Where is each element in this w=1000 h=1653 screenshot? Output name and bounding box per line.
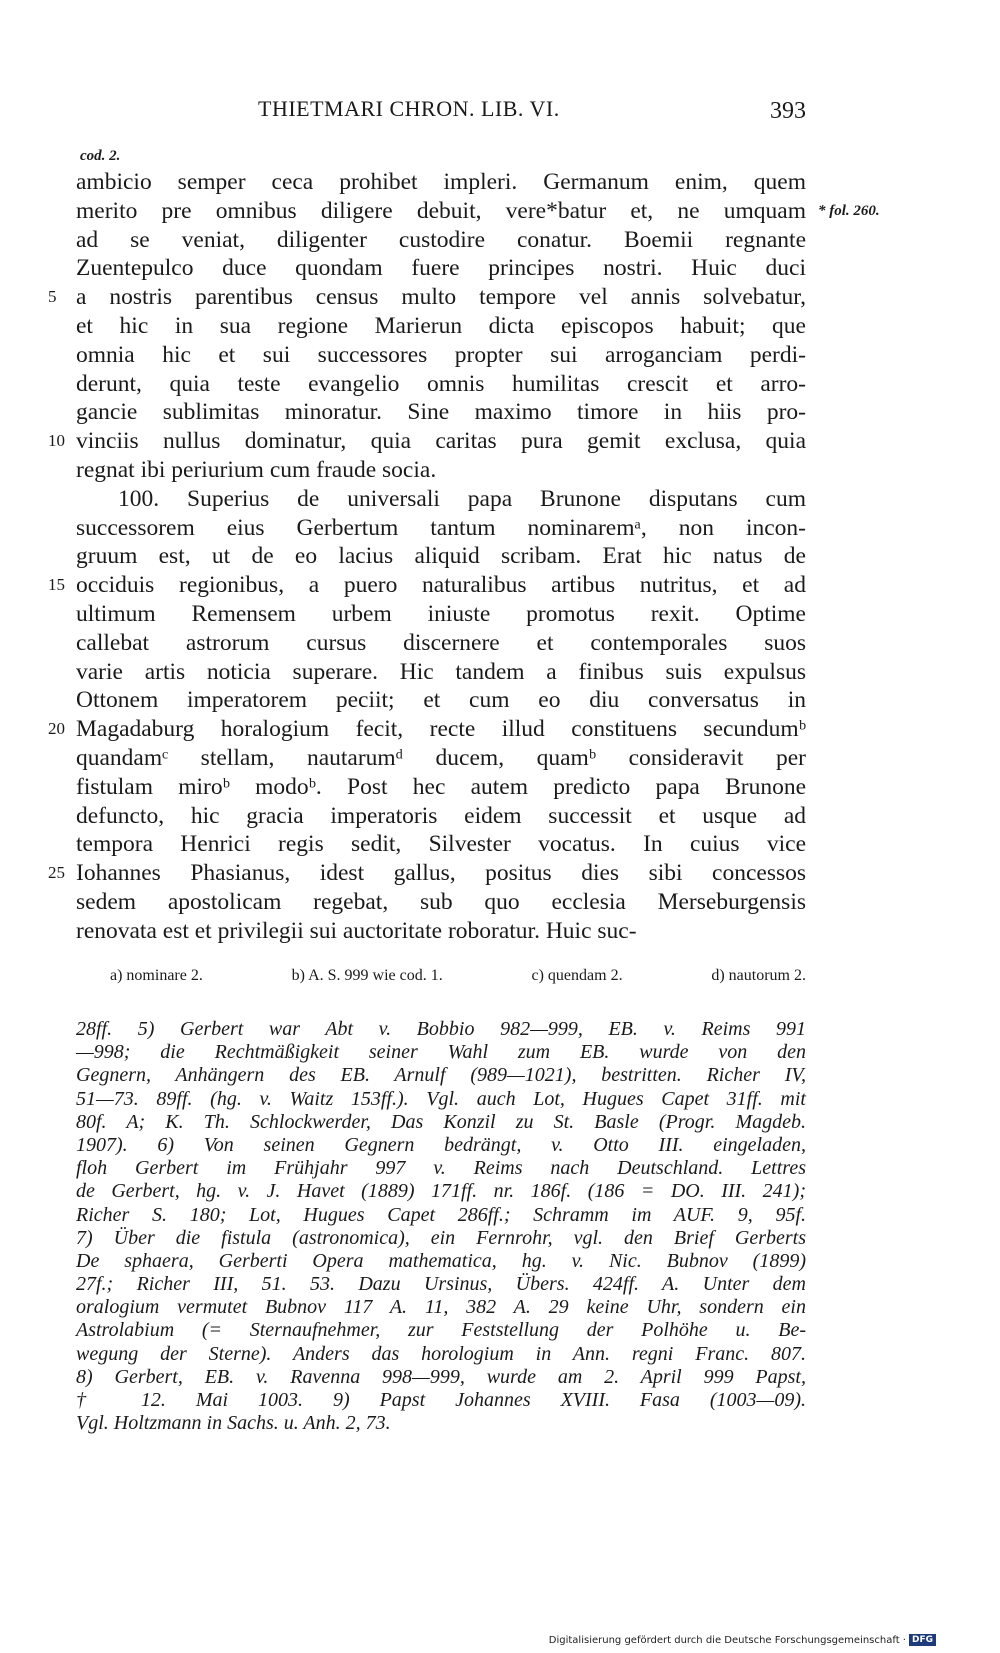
footnote-line: 7) Über die fistula (astronomica), ein Fernrohr, vgl. den Brief Gerberts bbox=[76, 1226, 806, 1249]
running-title: THIETMARI CHRON. LIB. VI. bbox=[258, 96, 560, 121]
apparatus-entry: c) quendam 2. bbox=[531, 967, 623, 984]
text-line bbox=[0, 542, 1000, 571]
line-text: tempora Henrici regis sedit, Silvester vocatus. In cuius vice bbox=[76, 831, 806, 858]
line-number: 20 bbox=[48, 719, 65, 739]
footnote-line: —998; die Rechtmäßigkeit seiner Wahl zum EB. wurde von den bbox=[76, 1041, 806, 1064]
text-line bbox=[0, 398, 1000, 427]
footnote-line: 28ff. 5) Gerbert war Abt v. Bobbio 982—999, EB. v. Reims 991 bbox=[76, 1018, 806, 1040]
text-line bbox=[0, 830, 1000, 859]
text-line bbox=[0, 744, 1000, 773]
text-line bbox=[0, 254, 1000, 283]
footnote-line: 80f. A; K. Th. Schlockwerder, Das Konzil zu St. Basle (Progr. Magdeb. bbox=[76, 1110, 806, 1133]
line-text: omnia hic et sui successores propter sui arroganciam perdi- bbox=[76, 341, 806, 368]
footnote-line: floh Gerbert im Frühjahr 997 v. Reims nach Deutschland. Lettres bbox=[76, 1157, 806, 1180]
footnote-line: 8) Gerbert, EB. v. Ravenna 998—999, wurde am 2. April 999 Papst, bbox=[76, 1365, 806, 1388]
line-text: defuncto, hic gracia imperatoris eidem successit et usque ad bbox=[76, 802, 806, 829]
line-text: successorem eius Gerbertum tantum nominaremᵃ, non incon- bbox=[76, 514, 806, 541]
digitization-credit bbox=[549, 1634, 936, 1646]
footnote-line: 1907). 6) Von seinen Gegnern bedrängt, v. Otto III. eingeladen, bbox=[76, 1133, 806, 1156]
footnote-line: Vgl. Holtzmann in Sachs. u. Anh. 2, 73. bbox=[76, 1412, 391, 1435]
line-text: et hic in sua regione Marierun dicta episcopos habuit; que bbox=[76, 312, 806, 339]
line-text: ambicio semper ceca prohibet impleri. Germanum enim, quem bbox=[76, 169, 806, 195]
text-line bbox=[0, 456, 1000, 485]
text-line bbox=[0, 168, 1000, 197]
critical-apparatus bbox=[110, 967, 806, 985]
line-text: gancie sublimitas minoratur. Sine maximo timore in hiis pro- bbox=[76, 399, 806, 426]
footnote-line: wegung der Sterne). Anders das horologium in Ann. regni Franc. 807. bbox=[76, 1342, 806, 1365]
credit-text: Digitalisierung gefördert durch die Deutsche Forschungsgemeinschaft · bbox=[548, 1634, 906, 1646]
line-number: 15 bbox=[48, 575, 65, 595]
text-line bbox=[0, 226, 1000, 255]
text-line bbox=[0, 312, 1000, 341]
text-line bbox=[0, 917, 1000, 946]
line-text: fistulam miroᵇ modoᵇ. Post hec autem predicto papa Brunone bbox=[76, 773, 806, 800]
apparatus-entry: a) nominare 2. bbox=[110, 967, 203, 984]
text-line bbox=[0, 485, 1000, 514]
dfg-logo: DFG bbox=[909, 1634, 936, 1646]
text-line bbox=[0, 283, 1000, 312]
footnotes bbox=[76, 1018, 806, 1435]
text-line bbox=[0, 197, 1000, 226]
line-text: renovata est et privilegii sui auctoritate roboratur. Huic suc- bbox=[76, 917, 637, 944]
text-line bbox=[0, 802, 1000, 831]
line-text: ad se veniat, diligenter custodire conatur. Boemii regnante bbox=[76, 226, 806, 253]
line-text: Zuentepulco duce quondam fuere principes nostri. Huic duci bbox=[76, 255, 806, 282]
footnote-line: de Gerbert, hg. v. J. Havet (1889) 171ff. nr. 186f. (186 = DO. III. 241); bbox=[76, 1180, 806, 1203]
line-text: Ottonem imperatorem peciit; et cum eo diu conversatus in bbox=[76, 687, 806, 714]
text-line bbox=[0, 773, 1000, 802]
line-text: quandamᶜ stellam, nautarumᵈ ducem, quamᵇ consideravit per bbox=[76, 744, 806, 771]
text-line bbox=[0, 629, 1000, 658]
line-text: sedem apostolicam regebat, sub quo ecclesia Merseburgensis bbox=[76, 888, 806, 915]
apparatus-entry: b) A. S. 999 wie cod. 1. bbox=[291, 967, 443, 984]
text-line bbox=[0, 341, 1000, 370]
footnote-line: 27f.; Richer III, 51. 53. Dazu Ursinus, Übers. 424ff. A. Unter dem bbox=[76, 1273, 806, 1296]
footnote-line: oralogium vermutet Bubnov 117 A. 11, 382 A. 29 keine Uhr, sondern ein bbox=[76, 1296, 806, 1319]
text-line bbox=[0, 715, 1000, 744]
main-text bbox=[0, 168, 1000, 946]
codex-marker: cod. 2. bbox=[80, 148, 121, 164]
line-text: regnat ibi periurium cum fraude socia. bbox=[76, 456, 437, 483]
line-text: ultimum Remensem urbem iniuste promotus rexit. Optime bbox=[76, 600, 806, 627]
line-text: varie artis noticia superare. Hic tandem a finibus suis expulsus bbox=[76, 658, 806, 685]
line-text: callebat astrorum cursus discernere et contemporales suos bbox=[76, 629, 806, 656]
footnote-line: De sphaera, Gerberti Opera mathematica, hg. v. Nic. Bubnov (1899) bbox=[76, 1249, 806, 1272]
footnote-line: Richer S. 180; Lot, Hugues Capet 286ff.; Schramm im AUF. 9, 95f. bbox=[76, 1203, 806, 1226]
footnote-line: † 12. Mai 1003. 9) Papst Johannes XVIII. Fasa (1003—09). bbox=[76, 1389, 806, 1411]
line-text: merito pre omnibus diligere debuit, vere*batur et, ne umquam bbox=[76, 197, 806, 224]
text-line bbox=[0, 514, 1000, 543]
folio-margin-note: * fol. 260. bbox=[818, 202, 880, 219]
footnote-line: Gegnern, Anhängern des EB. Arnulf (989—1021), bestritten. Richer IV, bbox=[76, 1064, 806, 1087]
page-header bbox=[76, 96, 806, 130]
line-text: gruum est, ut de eo lacius aliquid scribam. Erat hic natus de bbox=[76, 543, 806, 570]
line-text: derunt, quia teste evangelio omnis humilitas crescit et arro- bbox=[76, 370, 806, 397]
text-line bbox=[0, 571, 1000, 600]
line-text: a nostris parentibus census multo tempore vel annis solvebatur, bbox=[76, 284, 806, 311]
page-number: 393 bbox=[770, 98, 806, 124]
footnote-line: Astrolabium (= Sternaufnehmer, zur Feststellung der Polhöhe u. Be- bbox=[76, 1319, 806, 1342]
footnote-line: 51—73. 89ff. (hg. v. Waitz 153ff.). Vgl. auch Lot, Hugues Capet 31ff. mit bbox=[76, 1087, 806, 1110]
line-text: Iohannes Phasianus, idest gallus, positus dies sibi concessos bbox=[76, 860, 806, 887]
line-number: 10 bbox=[48, 431, 65, 451]
text-line bbox=[0, 427, 1000, 456]
line-number: 5 bbox=[48, 287, 57, 307]
text-line bbox=[0, 888, 1000, 917]
apparatus-entry: d) nautorum 2. bbox=[711, 967, 806, 984]
line-number: 25 bbox=[48, 863, 65, 883]
line-text: occiduis regionibus, a puero naturalibus artibus nutritus, et ad bbox=[76, 572, 806, 599]
line-text: 100. Superius de universali papa Brunone disputans cum bbox=[118, 485, 806, 512]
text-line bbox=[0, 370, 1000, 399]
text-line bbox=[0, 600, 1000, 629]
text-line bbox=[0, 658, 1000, 687]
text-line bbox=[0, 859, 1000, 888]
line-text: vinciis nullus dominatur, quia caritas pura gemit exclusa, quia bbox=[76, 428, 806, 455]
line-text: Magadaburg horalogium fecit, recte illud constituens secundumᵇ bbox=[76, 716, 806, 743]
text-line bbox=[0, 686, 1000, 715]
